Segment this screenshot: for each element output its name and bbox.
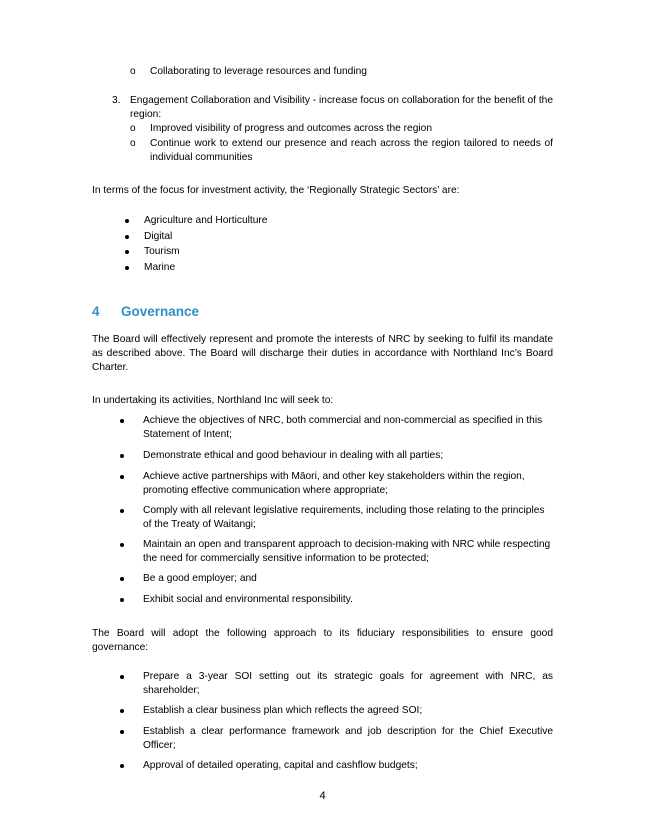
sector-item: Marine [144, 262, 176, 273]
section-number: 4 [92, 304, 100, 319]
page-number: 4 [319, 790, 326, 802]
activity-item: Demonstrate ethical and good behaviour in dealing with all parties; [143, 450, 444, 461]
activity-item: Be a good employer; and [143, 573, 257, 584]
bullet-dot [120, 675, 124, 679]
bullet-dot [125, 219, 129, 223]
bullet-dot [120, 419, 124, 423]
sub-bullet-text: Collaborating to leverage resources and funding [150, 66, 367, 77]
activities-intro: In undertaking its activities, Northland Inc will seek to: [92, 395, 334, 406]
activity-item: Exhibit social and environmental responsibility. [143, 594, 353, 605]
activity-item: Comply with all relevant legislative requirements, including those relating to the principles of the Treaty of Waitangi; [143, 505, 545, 530]
list-item-text: Engagement Collaboration and Visibility - increase focus on collaboration for the benefit of the region: [130, 95, 553, 120]
approach-item: Approval of detailed operating, capital and cashflow budgets; [143, 760, 418, 771]
sub-bullet-marker: o [130, 123, 136, 134]
approach-item: Establish a clear business plan which reflects the agreed SOI; [143, 705, 423, 716]
approach-item: Prepare a 3-year SOI setting out its strategic goals for agreement with NRC, as shareholder; [143, 671, 553, 696]
sector-item: Tourism [144, 246, 180, 257]
sector-item: Agriculture and Horticulture [144, 215, 268, 226]
sectors-intro: In terms of the focus for investment activity, the ‘Regionally Strategic Sectors’ are: [92, 185, 460, 196]
activity-item: Maintain an open and transparent approach to decision-making with NRC while respecting the need for commercially sensitive information to be protected; [143, 539, 551, 564]
bullet-dot [120, 764, 124, 768]
sub-bullet-text: Continue work to extend our presence and reach across the region tailored to needs of individual communities [150, 138, 553, 163]
sub-bullet-marker: o [130, 138, 136, 149]
bullet-dot [120, 454, 124, 458]
bullet-dot [125, 250, 129, 254]
activity-item: Achieve active partnerships with Māori, and other key stakeholders within the region, promoting effective communication where appropriate; [143, 471, 525, 496]
bullet-dot [120, 543, 124, 547]
bullet-dot [120, 509, 124, 513]
bullet-dot [120, 475, 124, 479]
bullet-dot [120, 730, 124, 734]
bullet-dot [120, 598, 124, 602]
sub-bullet-marker: o [130, 66, 136, 77]
bullet-dot [120, 709, 124, 713]
sub-bullet-text: Improved visibility of progress and outcomes across the region [150, 123, 432, 134]
bullet-dot [120, 577, 124, 581]
sector-item: Digital [144, 231, 173, 242]
governance-paragraph: The Board will effectively represent and promote the interests of NRC by seeking to fulfil its mandate as described above. The Board will discharge their duties in accordance with Northland Inc’s Board Charter. [92, 334, 553, 373]
fiduciary-paragraph: The Board will adopt the following approach to its fiduciary responsibilities to ensure good governance: [92, 628, 553, 653]
activity-item: Achieve the objectives of NRC, both commercial and non-commercial as specified in this Statement of Intent; [143, 415, 543, 440]
section-title: Governance [121, 304, 200, 319]
approach-item: Establish a clear performance framework and job description for the Chief Executive Officer; [143, 726, 553, 751]
list-item-number: 3. [112, 95, 121, 106]
bullet-dot [125, 266, 129, 270]
bullet-dot [125, 235, 129, 239]
